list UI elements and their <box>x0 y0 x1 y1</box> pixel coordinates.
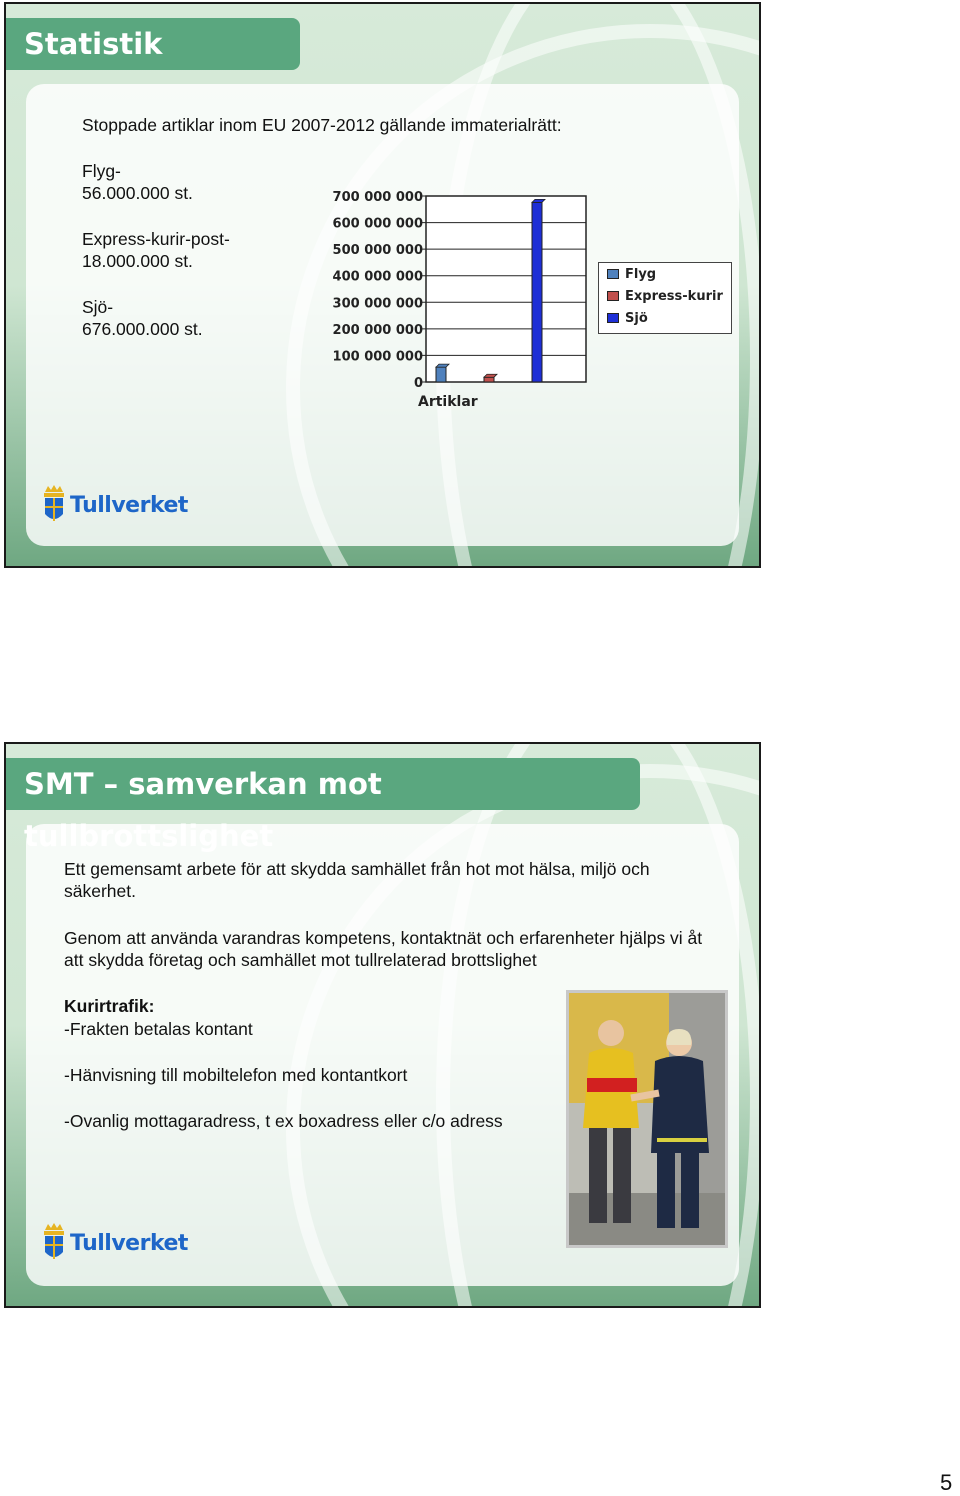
y-tick-label: 700 000 000 <box>332 190 423 205</box>
legend-label: Sjö <box>625 310 648 326</box>
bar-sjö <box>532 202 542 382</box>
tullverket-logo <box>42 1222 188 1264</box>
slide-statistik <box>4 2 761 568</box>
photo-illustration <box>569 993 725 1245</box>
legend-swatch <box>607 313 619 323</box>
y-tick-label: 500 000 000 <box>332 243 423 259</box>
y-tick-label: 200 000 000 <box>332 322 423 338</box>
legend-item-sjo <box>599 307 731 329</box>
y-tick-label: 0 <box>413 376 423 391</box>
tullverket-logo <box>42 484 188 526</box>
bullet-item: -Hänvisning till mobiltelefon med kontantkort <box>64 1065 408 1085</box>
y-tick-label: 400 000 000 <box>332 269 423 285</box>
legend-label: Flyg <box>625 266 657 282</box>
bar-chart <box>306 184 596 414</box>
stat-flyg-value: 56.000.000 st. <box>82 183 193 203</box>
legend-item-express <box>599 285 731 307</box>
stat-flyg-label: Flyg- <box>82 161 121 181</box>
stat-express-label: Express-kurir-post- <box>82 229 230 249</box>
crown-shield-icon <box>42 1222 66 1264</box>
stat-express-value: 18.000.000 st. <box>82 251 193 271</box>
bullet-item: -Ovanlig mottagaradress, t ex boxadress eller c/o adress <box>64 1111 503 1131</box>
legend-swatch <box>607 269 619 279</box>
legend-item-flyg <box>599 263 731 285</box>
logo-text: Tullverket <box>70 492 188 518</box>
handshake-photo <box>566 990 728 1248</box>
x-axis-label: Artiklar <box>418 394 478 410</box>
intro-text: Stoppade artiklar inom EU 2007-2012 gällande immaterialrätt: <box>82 115 562 135</box>
page-number: 5 <box>940 1470 953 1495</box>
stat-sjo-label: Sjö- <box>82 297 114 317</box>
crown-shield-icon <box>42 484 66 526</box>
kurirtrafik-heading: Kurirtrafik: <box>64 996 155 1016</box>
y-tick-label: 100 000 000 <box>332 349 423 365</box>
chart-legend <box>598 262 732 334</box>
paragraph-2: Genom att använda varandras kompetens, kontaktnät och erfarenheter hjälps vi åt att skydda företag och samhället mot tullrelaterad brottslighet <box>64 928 703 970</box>
bar-express-kurir <box>484 377 494 382</box>
stat-sjo-value: 676.000.000 st. <box>82 319 203 339</box>
y-tick-label: 600 000 000 <box>332 216 423 232</box>
logo-text: Tullverket <box>70 1230 188 1256</box>
bar-flyg <box>436 367 446 382</box>
slide-title: SMT – samverkan mot tullbrottslighet <box>6 758 640 810</box>
slide-title: Statistik <box>6 18 300 70</box>
y-tick-label: 300 000 000 <box>332 296 423 312</box>
plot-area <box>426 196 586 382</box>
legend-label: Express-kurir <box>625 288 723 304</box>
slide-smt <box>4 742 761 1308</box>
paragraph-1: Ett gemensamt arbete för att skydda samhället från hot mot hälsa, miljö och säkerhet. <box>64 859 650 901</box>
bullet-item: -Frakten betalas kontant <box>64 1019 253 1039</box>
legend-swatch <box>607 291 619 301</box>
